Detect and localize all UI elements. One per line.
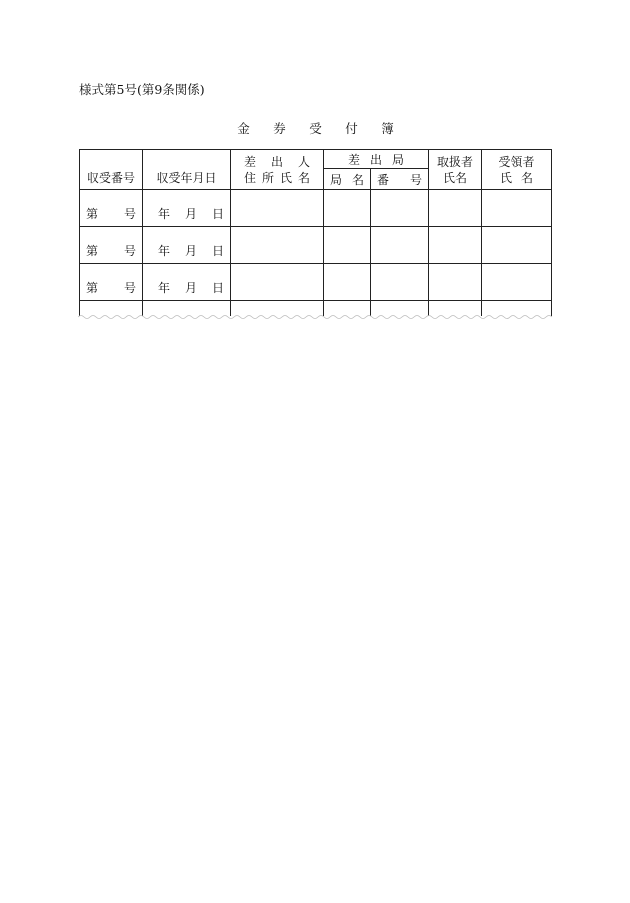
cell-recipient[interactable] xyxy=(482,190,552,227)
cell-sender[interactable] xyxy=(231,227,324,264)
table-row xyxy=(80,190,552,227)
cell-office-name[interactable] xyxy=(324,227,371,264)
cell-office-number[interactable] xyxy=(371,227,429,264)
cell-receipt-number[interactable]: 第 号 xyxy=(80,190,143,227)
cell-office-number[interactable] xyxy=(371,264,429,301)
header-office-number: 番 号 xyxy=(371,169,429,190)
header-recipient: 受領者 氏 名 xyxy=(482,150,552,190)
cell-recipient[interactable] xyxy=(482,264,552,301)
cell-handler[interactable] xyxy=(429,190,482,227)
title-char: 簿 xyxy=(381,121,406,136)
header-handler: 取扱者 氏名 xyxy=(429,150,482,190)
cell-handler[interactable] xyxy=(429,264,482,301)
cell-office-number[interactable] xyxy=(371,190,429,227)
cell-receipt-date[interactable]: 年 月 日 xyxy=(143,227,231,264)
cell-office-name[interactable] xyxy=(324,190,371,227)
cell-office-name[interactable] xyxy=(324,264,371,301)
header-sender-bottom: 住 所 氏 名 xyxy=(244,170,310,185)
cell-receipt-number[interactable]: 第 号 xyxy=(80,227,143,264)
title-char: 金 xyxy=(237,121,261,136)
header-receipt-date: 収受年月日 xyxy=(143,150,231,190)
title-char: 券 xyxy=(273,121,297,136)
cell-recipient[interactable] xyxy=(482,227,552,264)
cell-handler[interactable] xyxy=(429,227,482,264)
title-char: 受 xyxy=(309,121,333,136)
cell-sender[interactable] xyxy=(231,264,324,301)
cell-sender[interactable] xyxy=(231,190,324,227)
title-char: 付 xyxy=(345,121,370,136)
table-cut-wave xyxy=(78,313,553,321)
table-row xyxy=(80,264,552,301)
table-row xyxy=(80,227,552,264)
header-office-name: 局 名 xyxy=(324,169,371,190)
cell-receipt-date[interactable]: 年 月 日 xyxy=(143,190,231,227)
header-row-top xyxy=(80,150,552,169)
cell-receipt-number[interactable]: 第 号 xyxy=(80,264,143,301)
header-sender-office: 差 出 局 xyxy=(324,150,429,169)
document-title xyxy=(0,119,630,137)
header-sender xyxy=(231,150,324,190)
form-number: 様式第5号(第9条関係) xyxy=(79,82,205,97)
ledger-table xyxy=(79,149,552,317)
header-receipt-number: 収受番号 xyxy=(80,150,143,190)
cell-receipt-date[interactable]: 年 月 日 xyxy=(143,264,231,301)
header-sender-top: 差 出 人 xyxy=(244,154,310,169)
